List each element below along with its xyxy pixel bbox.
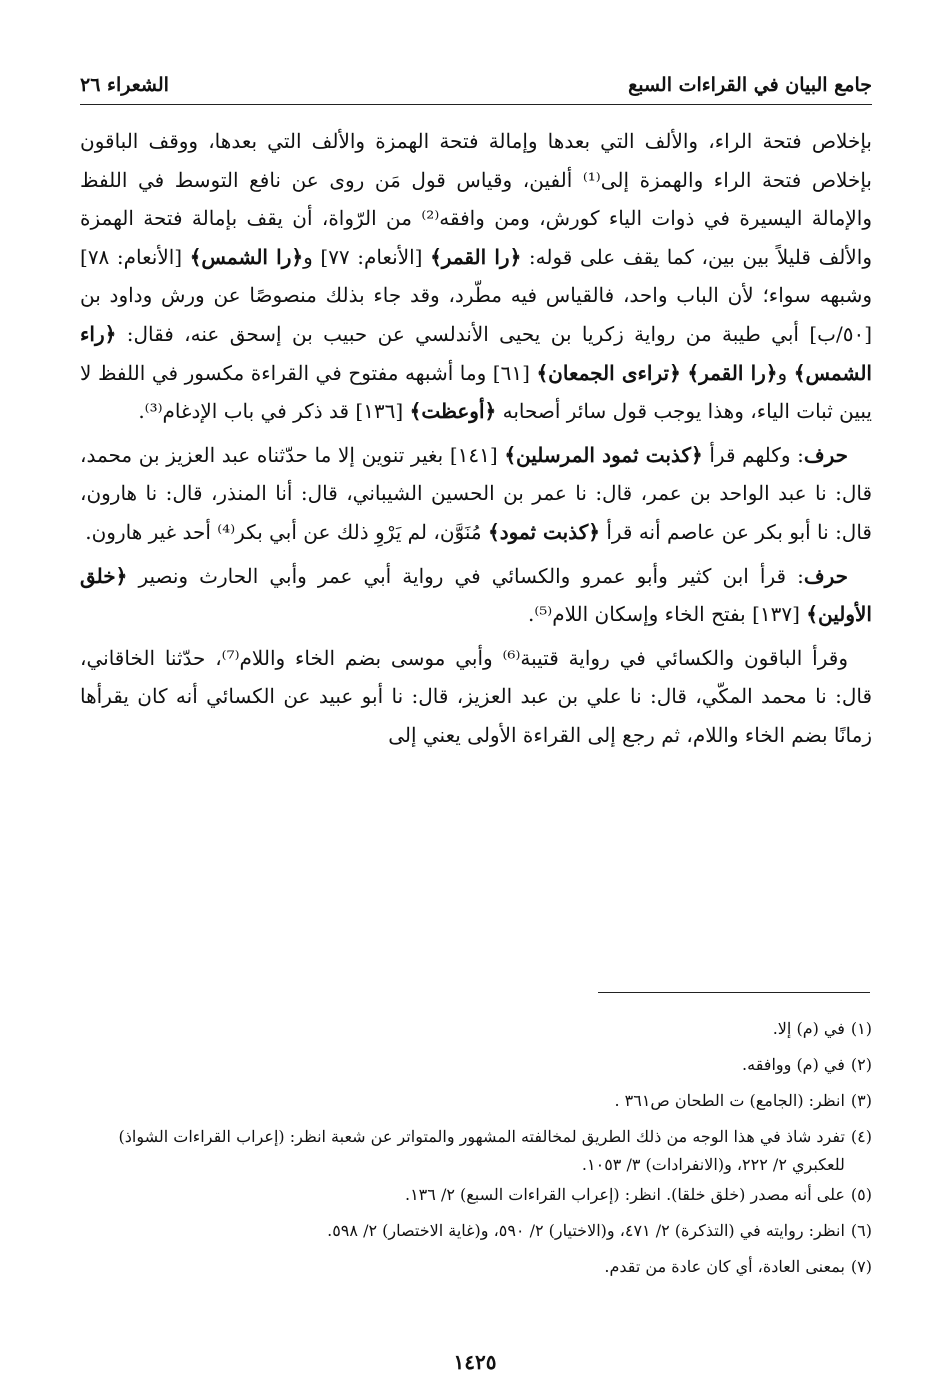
text-run: و: [777, 360, 794, 385]
quran-citation: ﴿كذبت ثمود المرسلين﴾: [504, 442, 703, 467]
text-run: [الأنعام: ٧٨] وشبهه سواء؛ لأن الباب واحد، فالقياس فيه مطّرد، وقد جاء بذلك منصوصًا عن ورش وداود بن [٥٠/ب] أبي طيبة من رواية زكريا بن يحيى الأندلسي عن حبيب بن إسحق عنه، فقال:: [80, 244, 872, 346]
footnote: [80, 1253, 872, 1287]
footnote-number: (٣): [850, 1091, 872, 1110]
quran-citation: ﴿را الشمس﴾: [189, 244, 304, 269]
quran-citation: ﴿را القمر﴾: [687, 360, 778, 385]
page-number: ١٤٢٥: [453, 1350, 497, 1374]
quran-citation: ﴿راء الشمس﴾: [80, 321, 872, 385]
text-run: [١٣٧] بفتح الخاء وإسكان اللام⁽⁵⁾.: [527, 602, 807, 627]
footnote-text: في (م) إلا.: [772, 1019, 845, 1038]
text-run: : وكلهم قرأ: [702, 442, 804, 467]
text-run: [الأنعام: ٧٧] و: [303, 244, 431, 269]
quran-citation: ﴿أوعظت﴾: [409, 399, 497, 424]
footnote: [80, 1087, 872, 1121]
footnote: [80, 1015, 872, 1049]
footnote-text: تفرد شاذ في هذا الوجه من ذلك الطريق لمخالفته المشهور والمتواتر عن شعبة انظر: (إعراب القراءات الشواذ) للعكبري ٢/ ٢٢٢، و(الانفرادات) ٣/ ١٠٥٣.: [118, 1127, 845, 1174]
paragraph-1: [80, 122, 872, 431]
main-text: [80, 122, 872, 755]
text-run: بإخلاص فتحة الراء، والألف التي بعدها وإمالة فتحة الهمزة والألف التي بعدها، ووقف الباقون بإخلاص فتحة الراء والهمزة إلى⁽¹⁾ ألفين، وقياس قول مَن روى عن نافع التوسط في اللفظ والإمالة اليسيرة في ذوات الياء كورش، ومن وافقه⁽²⁾ من الرّواة، أن يقف بإمالة فتحة الهمزة والألف قليلاً بين بين، كما يقف على قوله:: [80, 129, 873, 269]
footnote-text: بمعنى العادة، أي كان عادة من تقدم.: [604, 1257, 845, 1276]
quran-citation: ﴿كذبت ثمود﴾: [487, 519, 600, 544]
footnote: [80, 1051, 872, 1085]
footnote-separator: [598, 992, 870, 993]
text-run: [٦١] وما أشبهه مفتوح في القراءة مكسور في اللفظ لا يبين ثبات الياء، وهذا يوجب قول سائر أصحابه: [80, 360, 872, 424]
footnote-number: (٧): [850, 1257, 872, 1276]
footnote: [80, 1123, 872, 1179]
footnote-number: (٦): [850, 1221, 872, 1240]
quran-citation: حرف: [803, 442, 848, 467]
text-run: وقرأ الباقون والكسائي في رواية قتيبة⁽⁶⁾ وأبي موسى بضم الخاء واللام⁽⁷⁾، حدّثنا الخاقاني، قال: نا محمد المكّي، قال: نا علي بن عبد العزيز، قال: نا أبو عبيد عن الكسائي أنه كان يقرأها زمانًا بضم الخاء واللام، ثم رجع إلى القراءة الأولى يعني إلى: [80, 645, 873, 747]
footnote: [80, 1217, 872, 1251]
footnote-text: انظر: روايته في (التذكرة) ٢/ ٤٧١، و(الاختيار) ٢/ ٥٩٠، و(غاية الاختصار) ٢/ ٥٩٨.: [327, 1221, 845, 1240]
footnote-text: في (م) ووافقه.: [742, 1055, 845, 1074]
paragraph-4: [80, 639, 872, 755]
footnote-number: (٥): [850, 1185, 872, 1204]
text-run: [١٣٦] قد ذكر في باب الإدغام⁽³⁾.: [138, 399, 410, 424]
text-run: [١٤١] بغير تنوين إلا ما حدّثناه عبد العزيز بن محمد، قال: نا عبد الواحد بن عمر، قال: نا عمر بن الحسين الشيباني، قال: أنا المنذر، قال: نا هارون، قال: نا أبو بكر عن عاصم أنه قرأ: [80, 442, 872, 544]
text-run: مُنَوَّن، لم يَرْوِ ذلك عن أبي بكر⁽⁴⁾ أحد غير هارون.: [85, 519, 488, 544]
footnote: [80, 1181, 872, 1215]
footnote-number: (٤): [850, 1127, 872, 1146]
footnote-text: على أنه مصدر (خلق خلقا). انظر: (إعراب القراءات السبع) ٢/ ١٣٦.: [404, 1185, 845, 1204]
quran-citation: ﴿تراءى الجمعان﴾: [536, 360, 681, 385]
footnote-number: (١): [850, 1019, 872, 1038]
text-run: : قرأ ابن كثير وأبو عمرو والكسائي في رواية أبي عمر وأبي الحارث ونصير: [127, 563, 804, 588]
quran-citation: ﴿خلق الأولين﴾: [80, 563, 872, 627]
book-title: جامع البيان في القراءات السبع: [628, 74, 872, 96]
quran-citation: ﴿را القمر﴾: [430, 244, 522, 269]
paragraph-2: [80, 436, 872, 552]
section-label: الشعراء ٢٦: [80, 74, 169, 96]
footnotes: [80, 1015, 872, 1289]
paragraph-3: [80, 557, 872, 634]
footnote-text: انظر: (الجامع) ت الطحان ص٣٦١ .: [614, 1091, 845, 1110]
footnote-number: (٢): [850, 1055, 872, 1074]
quran-citation: حرف: [803, 563, 848, 588]
running-header: [80, 70, 872, 105]
